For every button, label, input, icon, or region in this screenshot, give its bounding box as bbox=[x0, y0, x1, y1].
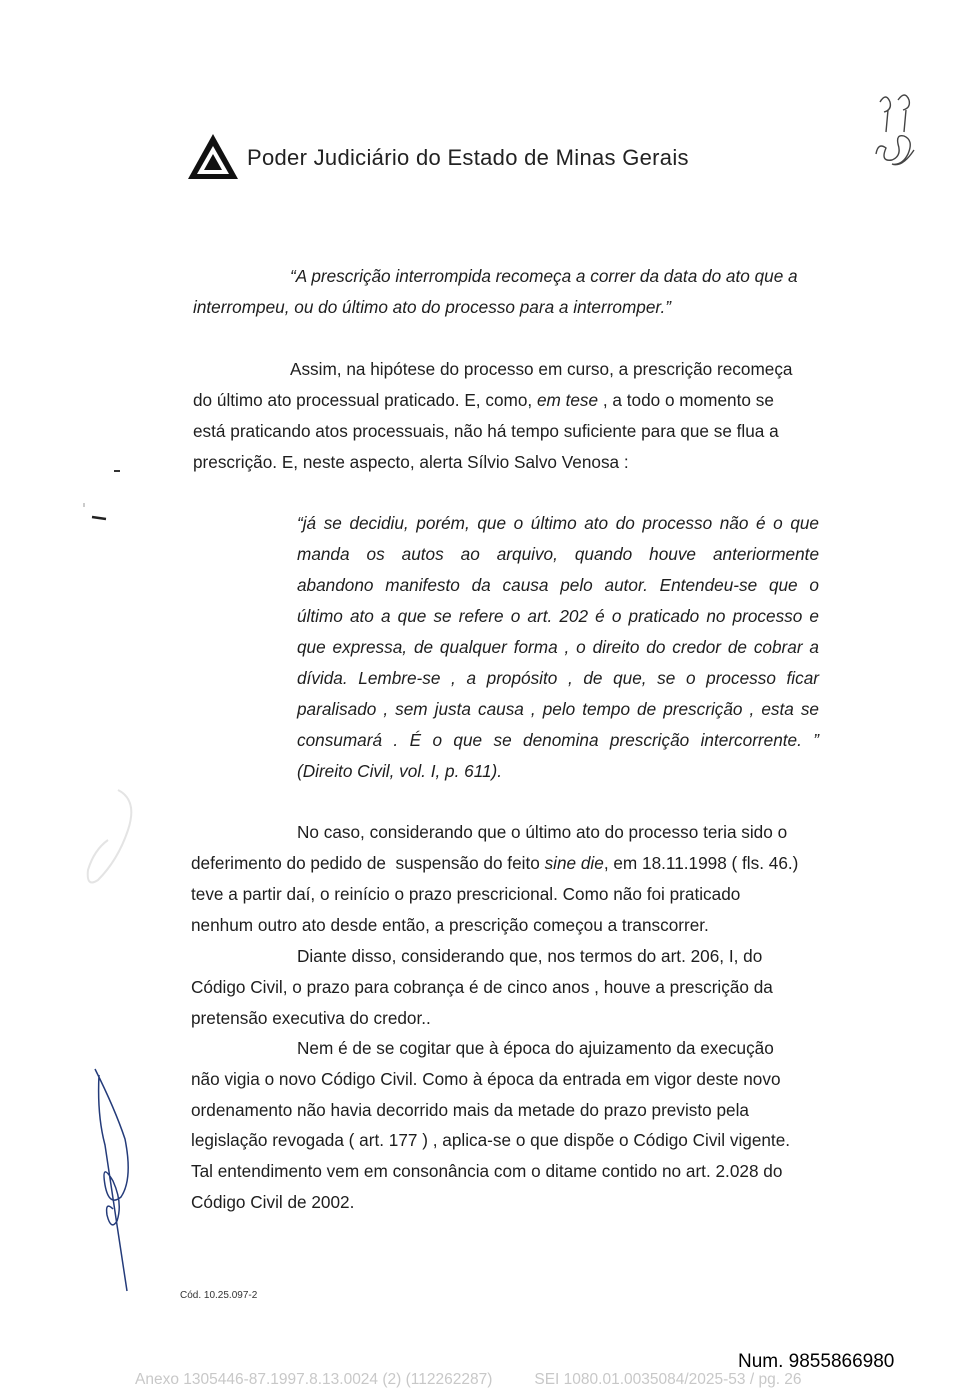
footer-annex-reference: Anexo 1305446-87.1997.8.13.0024 (2) (112262287) bbox=[135, 1371, 493, 1388]
paragraph2-line: deferimento do pedido de suspensão do feito sine die, em 18.11.1998 ( fls. 46.) bbox=[191, 853, 799, 873]
document-number: Num. 9855866980 bbox=[738, 1351, 895, 1372]
signature bbox=[85, 1065, 145, 1295]
margin-dash-marks bbox=[80, 455, 120, 535]
handwritten-folio-mark bbox=[868, 88, 938, 183]
quote2-line: “já se decidiu, porém, que o último ato do processo não é o que bbox=[297, 513, 819, 533]
quote2-line: consumará . É o que se denomina prescrição intercorrente. ” bbox=[297, 730, 819, 750]
quote2-line: que expressa, de qualquer forma , o direito do credor de cobrar a bbox=[297, 637, 819, 657]
paragraph4-line: Nem é de se cogitar que à época do ajuizamento da execução bbox=[297, 1038, 774, 1058]
paragraph3-line: Diante disso, considerando que, nos termos do art. 206, I, do bbox=[297, 946, 763, 966]
paragraph4-line: legislação revogada ( art. 177 ) , aplica-se o que dispõe o Código Civil vigente. bbox=[191, 1130, 791, 1150]
paragraph2-line: nenhum outro ato desde então, a prescrição começou a transcorrer. bbox=[191, 915, 709, 935]
quote2-line: abandono manifesto da causa pelo autor. Entendeu-se que o bbox=[297, 575, 819, 595]
paragraph2-line: teve a partir daí, o reinício o prazo prescricional. Como não foi praticado bbox=[191, 884, 741, 904]
quote2-citation: (Direito Civil, vol. I, p. 611). bbox=[297, 761, 503, 781]
paragraph4-line: não vigia o novo Código Civil. Como à época da entrada em vigor deste novo bbox=[191, 1069, 781, 1089]
paragraph1-line: do último ato processual praticado. E, como, em tese , a todo o momento se bbox=[193, 390, 774, 410]
footer-sei-reference: SEI 1080.01.0035084/2025-53 / pg. 26 bbox=[534, 1371, 802, 1388]
paragraph2-line: No caso, considerando que o último ato do processo teria sido o bbox=[297, 822, 788, 842]
quote2-line: dívida. Lembre-se , a propósito , de que, se o processo ficar bbox=[297, 668, 819, 688]
paragraph1-line: prescrição. E, neste aspecto, alerta Sílvio Salvo Venosa : bbox=[193, 452, 629, 472]
paragraph1-line: está praticando atos processuais, não há tempo suficiente para que se flua a bbox=[193, 421, 779, 441]
paragraph4-line: ordenamento não havia decorrido mais da metade do prazo previsto pela bbox=[191, 1100, 749, 1120]
quote1-line: “A prescrição interrompida recomeça a correr da data do ato que a bbox=[290, 266, 798, 286]
quote2-line: manda os autos ao arquivo, quando houve anteriormente bbox=[297, 544, 819, 564]
paragraph4-line: Código Civil de 2002. bbox=[191, 1192, 355, 1212]
quote2-line: último ato a que se refere o art. 202 é o praticado no processo e bbox=[297, 606, 819, 626]
quote2-line: paralisado , sem justa causa , pelo tempo de prescrição , esta se bbox=[297, 699, 819, 719]
paragraph4-line: Tal entendimento vem em consonância com o ditame contido no art. 2.028 do bbox=[191, 1161, 783, 1181]
form-code: Cód. 10.25.097-2 bbox=[180, 1290, 258, 1301]
paragraph1-line: Assim, na hipótese do processo em curso, a prescrição recomeça bbox=[290, 359, 793, 379]
paragraph3-line: Código Civil, o prazo para cobrança é de cinco anos , houve a prescrição da bbox=[191, 977, 773, 997]
faint-stamp-trace bbox=[78, 780, 148, 900]
header-title: Poder Judiciário do Estado de Minas Gerais bbox=[247, 145, 689, 170]
footer bbox=[135, 1371, 802, 1389]
quote1-line: interrompeu, ou do último ato do processo para a interromper.” bbox=[193, 297, 671, 317]
tjmg-triangle-logo bbox=[186, 132, 240, 182]
paragraph3-line: pretensão executiva do credor.. bbox=[191, 1008, 431, 1028]
